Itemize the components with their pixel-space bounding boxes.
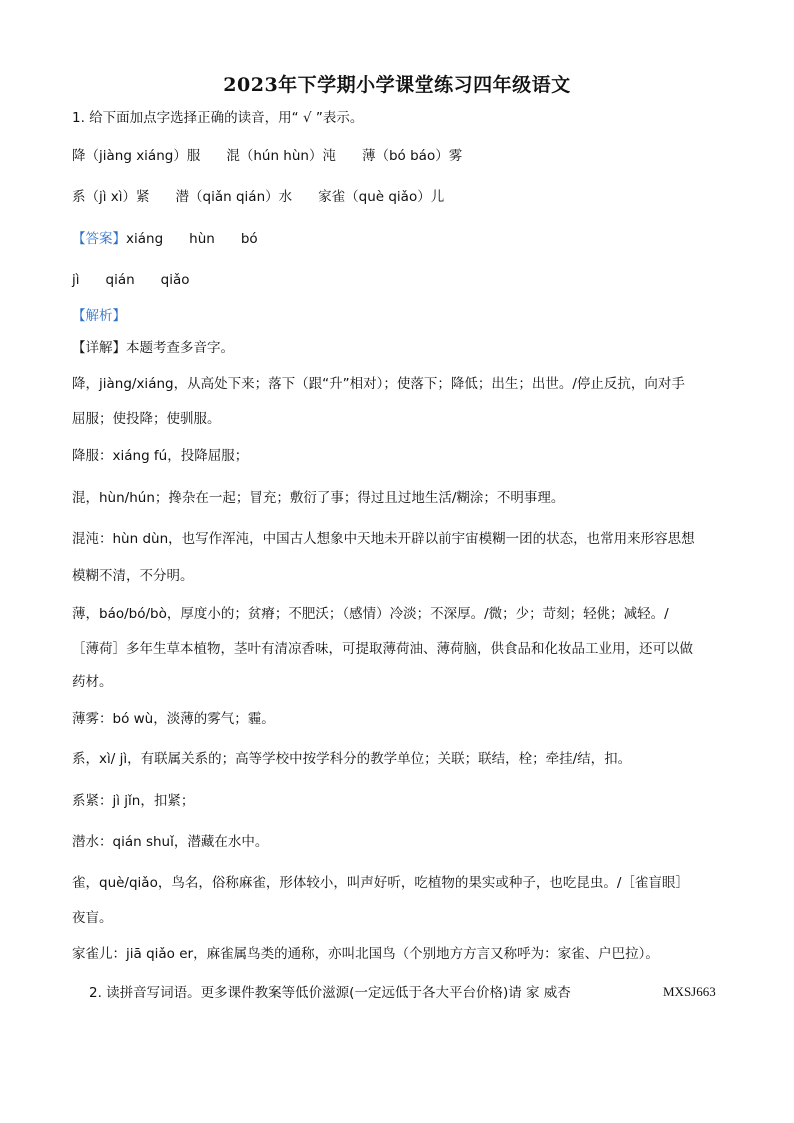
- analysis-line: 家雀儿：jiā qiǎo er，麻雀属鸟类的通称，亦叫北国鸟（个别地方方言又称呼为：家雀、户巴拉）。: [72, 946, 659, 962]
- analysis-line: 潜水：qián shuǐ，潜藏在水中。: [72, 834, 269, 850]
- analysis-line: 混沌：hùn dùn，也写作浑沌，中国古人想象中天地未开辟以前宇宙模糊一团的状态，也常用来形容思想: [72, 531, 695, 547]
- analysis-line: 系紧：jì jǐn，扣紧；: [72, 793, 195, 809]
- question-2-prompt: 2. 读拼音写词语。更多课件教案等低价滋源(一定远低于各大平台价格)请 家 威杏: [89, 985, 571, 1001]
- option-item: 家雀（què qiǎo）儿: [318, 189, 445, 205]
- analysis-line: 系，xì/ jì，有联属关系的；高等学校中按学科分的教学单位；关联；联结，栓；牵挂/结，扣。: [72, 751, 632, 767]
- answer-row-2: [72, 270, 190, 290]
- analysis-line: 模糊不清，不分明。: [72, 568, 194, 584]
- answer-item: xiáng: [126, 231, 164, 247]
- question-1-prompt: 1. 给下面加点字选择正确的读音，用“ √ ”表示。: [72, 110, 364, 126]
- answer-item: hùn: [189, 231, 215, 247]
- analysis-line: 薄雾：bó wù，淡薄的雾气；霾。: [72, 711, 275, 727]
- option-item: 混（hún hùn）沌: [226, 148, 336, 164]
- answer-item: bó: [240, 231, 258, 247]
- analysis-line: 屈服；使投降；使驯服。: [72, 411, 221, 427]
- analysis-line: 混，hùn/hún；搀杂在一起；冒充；敷衍了事；得过且过地生活/糊涂；不明事理。: [72, 490, 565, 506]
- answer-row-1: [72, 229, 258, 249]
- analysis-line: 雀，què/qiǎo，鸟名，俗称麻雀，形体较小，叫声好听，吃植物的果实或种子，也吃昆虫。/［雀盲眼］: [72, 875, 689, 891]
- analysis-line: 薄，báo/bó/bò，厚度小的；贫瘠；不肥沃；（感情）冷淡；不深厚。/微；少；苛刻；轻佻；减轻。/: [72, 606, 669, 622]
- option-item: 系（jì xì）紧: [72, 189, 150, 205]
- detail-label: 【详解】: [72, 340, 126, 356]
- option-item: 降（jiàng xiáng）服: [72, 148, 201, 164]
- detail-text: 本题考查多音字。: [126, 340, 234, 356]
- question-1-row-2: [72, 187, 444, 207]
- analysis-line: 降，jiàng/xiáng，从高处下来；落下（跟“升”相对）；使落下；降低；出生；出世。/停止反抗，向对手: [72, 376, 685, 392]
- analysis-line: 夜盲。: [72, 910, 113, 926]
- analysis-line: 药材。: [72, 674, 113, 690]
- analysis-detail: [72, 338, 234, 358]
- analysis-heading: [72, 306, 126, 326]
- analysis-label: 【解析】: [72, 308, 126, 324]
- question-1-row-1: [72, 146, 462, 166]
- page-title: 2023年下学期小学课堂练习四年级语文: [223, 74, 571, 96]
- answer-item: qiǎo: [160, 272, 190, 288]
- answer-label: 【答案】: [72, 231, 126, 247]
- analysis-line: 降服：xiáng fú，投降屈服；: [72, 448, 249, 464]
- answer-item: jì: [72, 272, 80, 288]
- option-item: 潜（qiǎn qián）水: [175, 189, 293, 205]
- analysis-line: ［薄荷］多年生草本植物，茎叶有清凉香味，可提取薄荷油、薄荷脑，供食品和化妆品工业用，还可以做: [72, 641, 693, 657]
- answer-item: qián: [105, 272, 135, 288]
- reference-code: MXSJ663: [663, 984, 716, 999]
- option-item: 薄（bó báo）雾: [361, 148, 463, 164]
